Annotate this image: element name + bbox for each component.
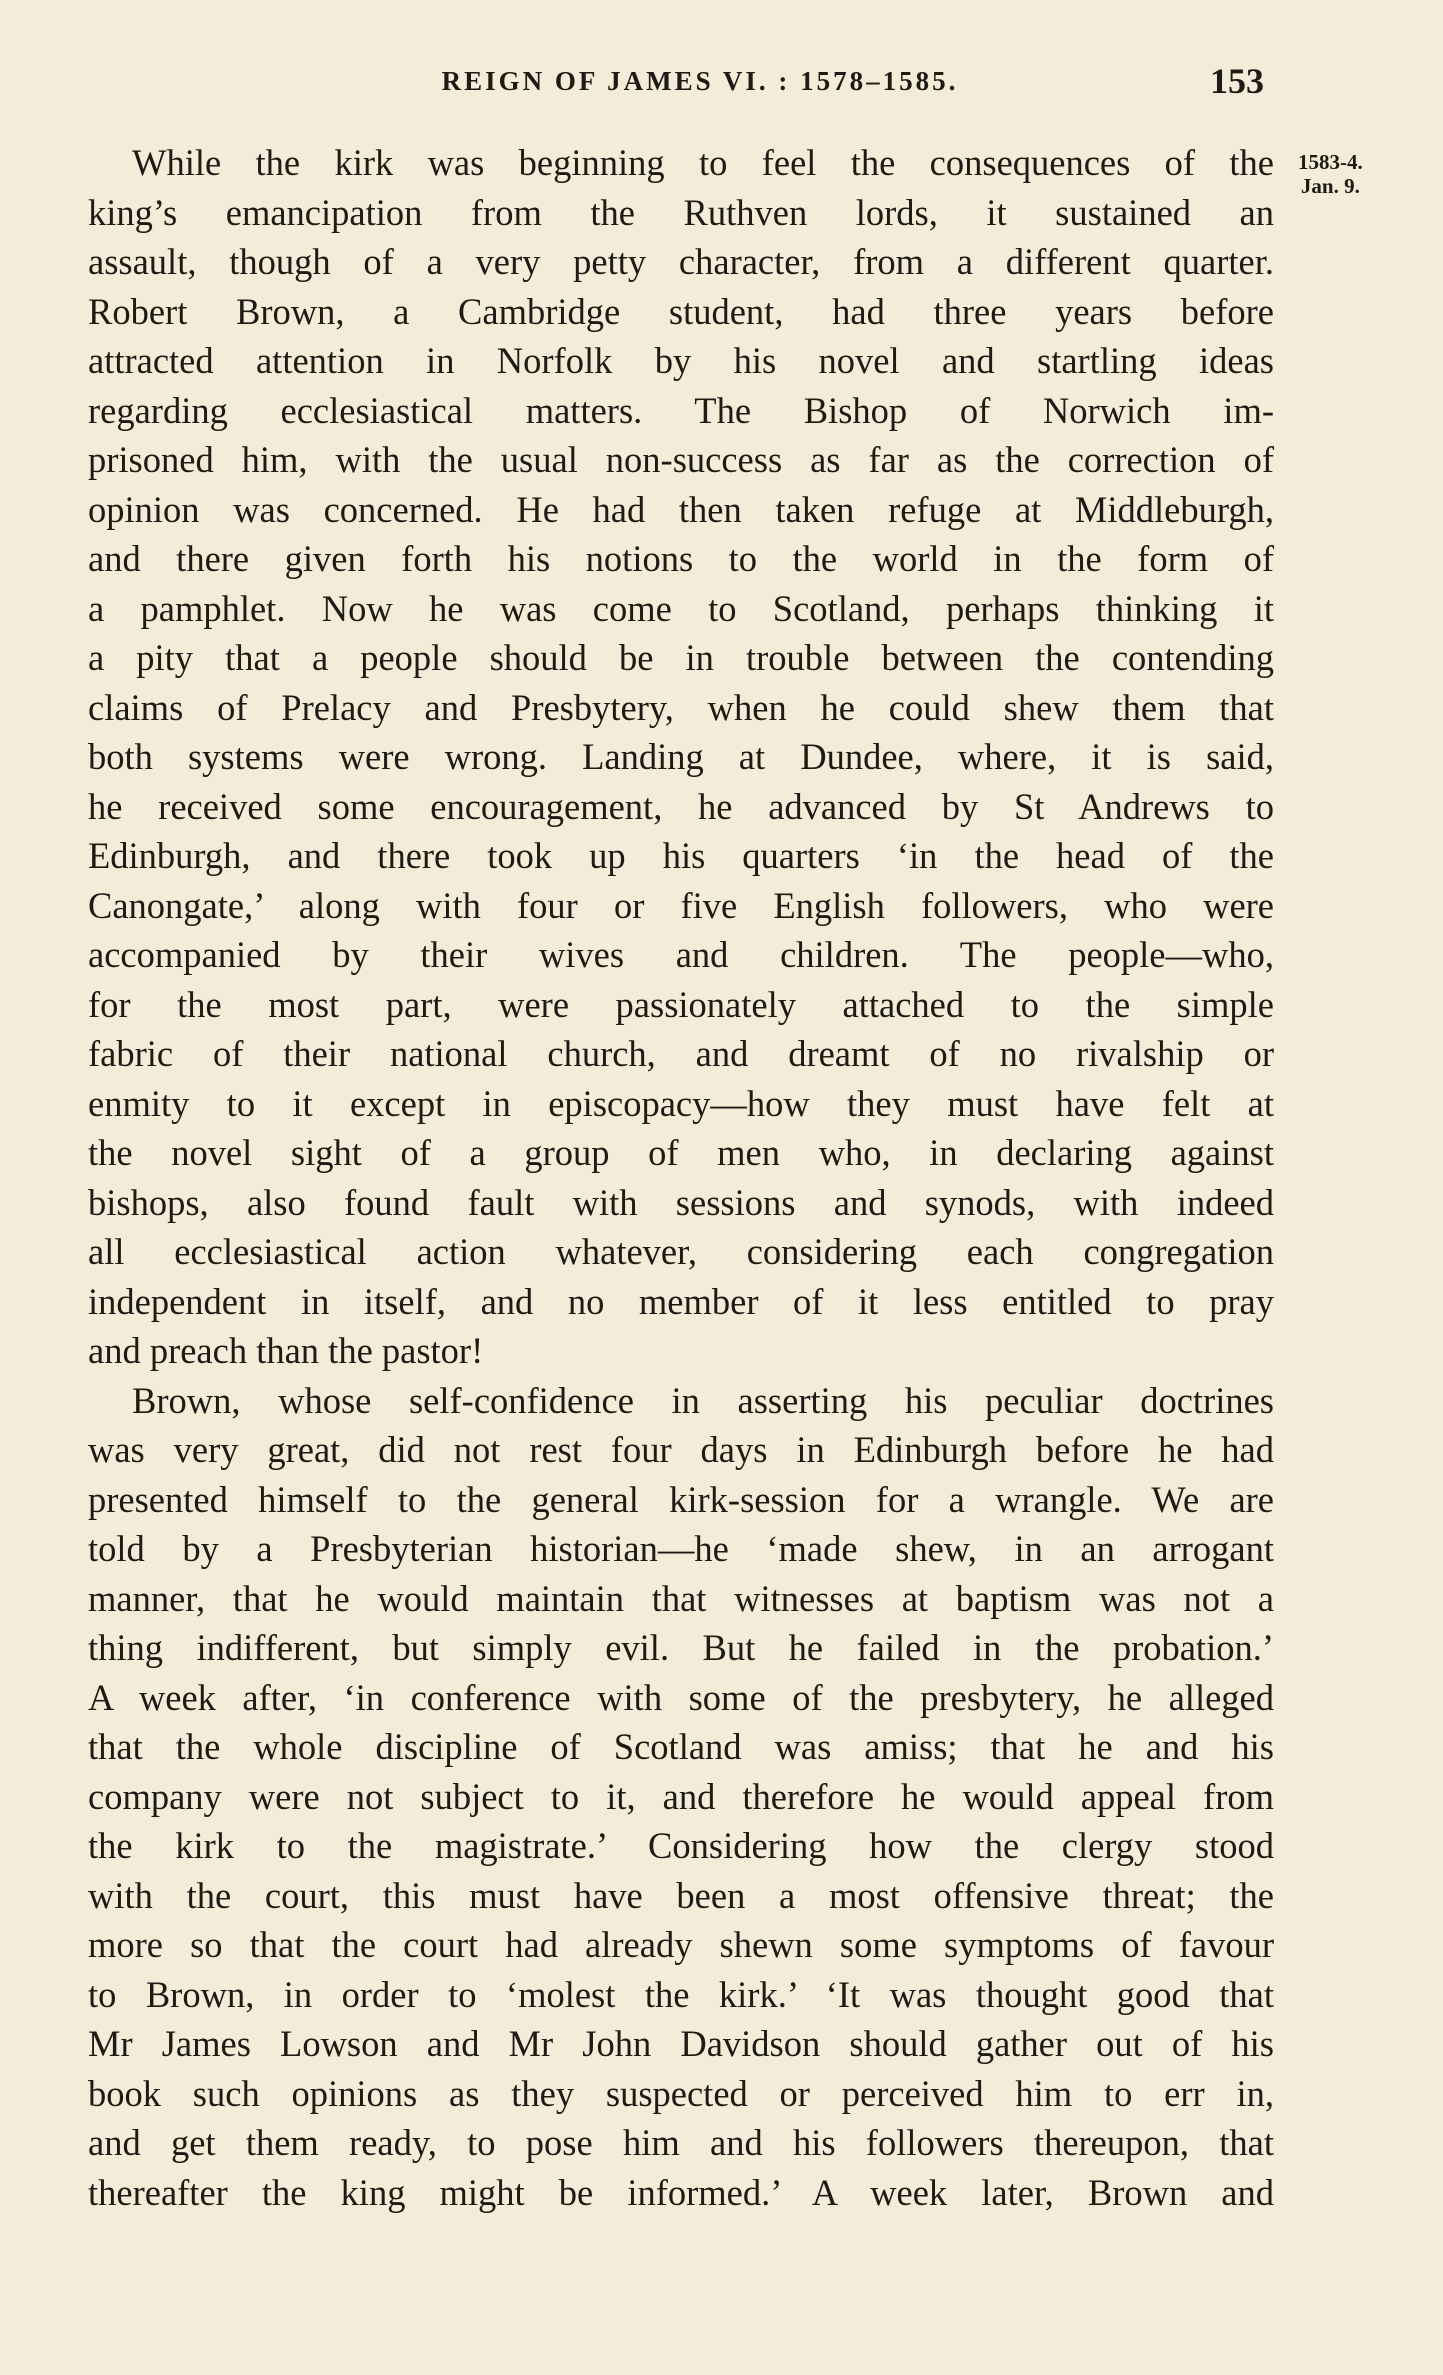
text-line: presented himself to the general kirk-session for a wrangle. We are: [88, 1478, 1274, 1520]
text-line: assault, though of a very petty character, from a different quarter.: [88, 241, 1274, 282]
text-line: he received some encouragement, he advanced by St Andrews to: [88, 785, 1274, 827]
text-line: regarding ecclesiastical matters. The Bishop of Norwich im-: [88, 389, 1274, 431]
text-line: the kirk to the magistrate.’ Considering how the clergy stood: [88, 1825, 1274, 1866]
text-line: both systems were wrong. Landing at Dundee, where, it is said,: [88, 736, 1274, 777]
text-line: claims of Prelacy and Presbytery, when he could shew them that: [88, 686, 1274, 728]
text-line: bishops, also found fault with sessions and synods, with indeed: [88, 1181, 1274, 1223]
text-line: enmity to it except in episcopacy—how they must have felt at: [88, 1082, 1274, 1124]
text-line: was very great, did not rest four days in Edinburgh before he had: [88, 1429, 1274, 1470]
text-line: thing indifferent, but simply evil. But he failed in the probation.’: [88, 1627, 1274, 1668]
text-line: Mr James Lowson and Mr John Davidson should gather out of his: [88, 2023, 1274, 2064]
text-line: Canongate,’ along with four or five English followers, who were: [88, 884, 1274, 926]
text-line: a pity that a people should be in trouble between the contending: [88, 637, 1274, 678]
text-line: manner, that he would maintain that witnesses at baptism was not a: [88, 1577, 1274, 1619]
text-line: opinion was concerned. He had then taken refuge at Middleburgh,: [88, 488, 1274, 530]
text-line: and there given forth his notions to the world in the form of: [88, 538, 1274, 579]
text-line: attracted attention in Norfolk by his novel and startling ideas: [88, 340, 1274, 381]
text-line: more so that the court had already shewn some symptoms of favour: [88, 1924, 1274, 1965]
text-line: Edinburgh, and there took up his quarters ‘in the head of the: [88, 835, 1274, 876]
text-line: and get them ready, to pose him and his followers thereupon, that: [88, 2122, 1274, 2163]
text-line: the novel sight of a group of men who, in declaring against: [88, 1132, 1274, 1173]
text-line: prisoned him, with the usual non-success as far as the correction of: [88, 439, 1274, 480]
text-line: independent in itself, and no member of it less entitled to pray: [88, 1280, 1274, 1322]
text-line: with the court, this must have been a most offensive threat; the: [88, 1874, 1274, 1916]
text-line: for the most part, were passionately attached to the simple: [88, 983, 1274, 1025]
body-text: [88, 138, 1274, 2217]
text-line: all ecclesiastical action whatever, considering each congregation: [88, 1231, 1274, 1272]
text-line: Brown, whose self-confidence in asserting his peculiar doctrines: [132, 1379, 1274, 1421]
text-line: and preach than the pastor!: [88, 1330, 484, 1371]
text-line: fabric of their national church, and dreamt of no rivalship or: [88, 1033, 1274, 1074]
text-line: accompanied by their wives and children. The people—who,: [88, 934, 1274, 975]
margin-year: 1583-4.: [1298, 150, 1363, 174]
text-line: thereafter the king might be informed.’ A week later, Brown and: [88, 2171, 1274, 2213]
margin-date-note: [1298, 150, 1363, 198]
text-line: Robert Brown, a Cambridge student, had three years before: [88, 290, 1274, 332]
text-line: book such opinions as they suspected or perceived him to err in,: [88, 2072, 1274, 2114]
page-number: 153: [1210, 61, 1264, 101]
text-line: to Brown, in order to ‘molest the kirk.’ ‘It was thought good that: [88, 1973, 1274, 2015]
margin-day: Jan. 9.: [1300, 174, 1360, 198]
text-line: king’s emancipation from the Ruthven lords, it sustained an: [88, 191, 1274, 233]
text-line: company were not subject to it, and therefore he would appeal from: [88, 1775, 1274, 1817]
running-head: REIGN OF JAMES VI. : 1578–1585.: [441, 66, 959, 96]
text-line: that the whole discipline of Scotland was amiss; that he and his: [88, 1726, 1274, 1767]
text-line: a pamphlet. Now he was come to Scotland, perhaps thinking it: [88, 587, 1274, 629]
text-line: A week after, ‘in conference with some of the presbytery, he alleged: [88, 1676, 1274, 1718]
text-line: told by a Presbyterian historian—he ‘made shew, in an arrogant: [88, 1528, 1274, 1569]
text-line: While the kirk was beginning to feel the consequences of the: [132, 142, 1274, 183]
